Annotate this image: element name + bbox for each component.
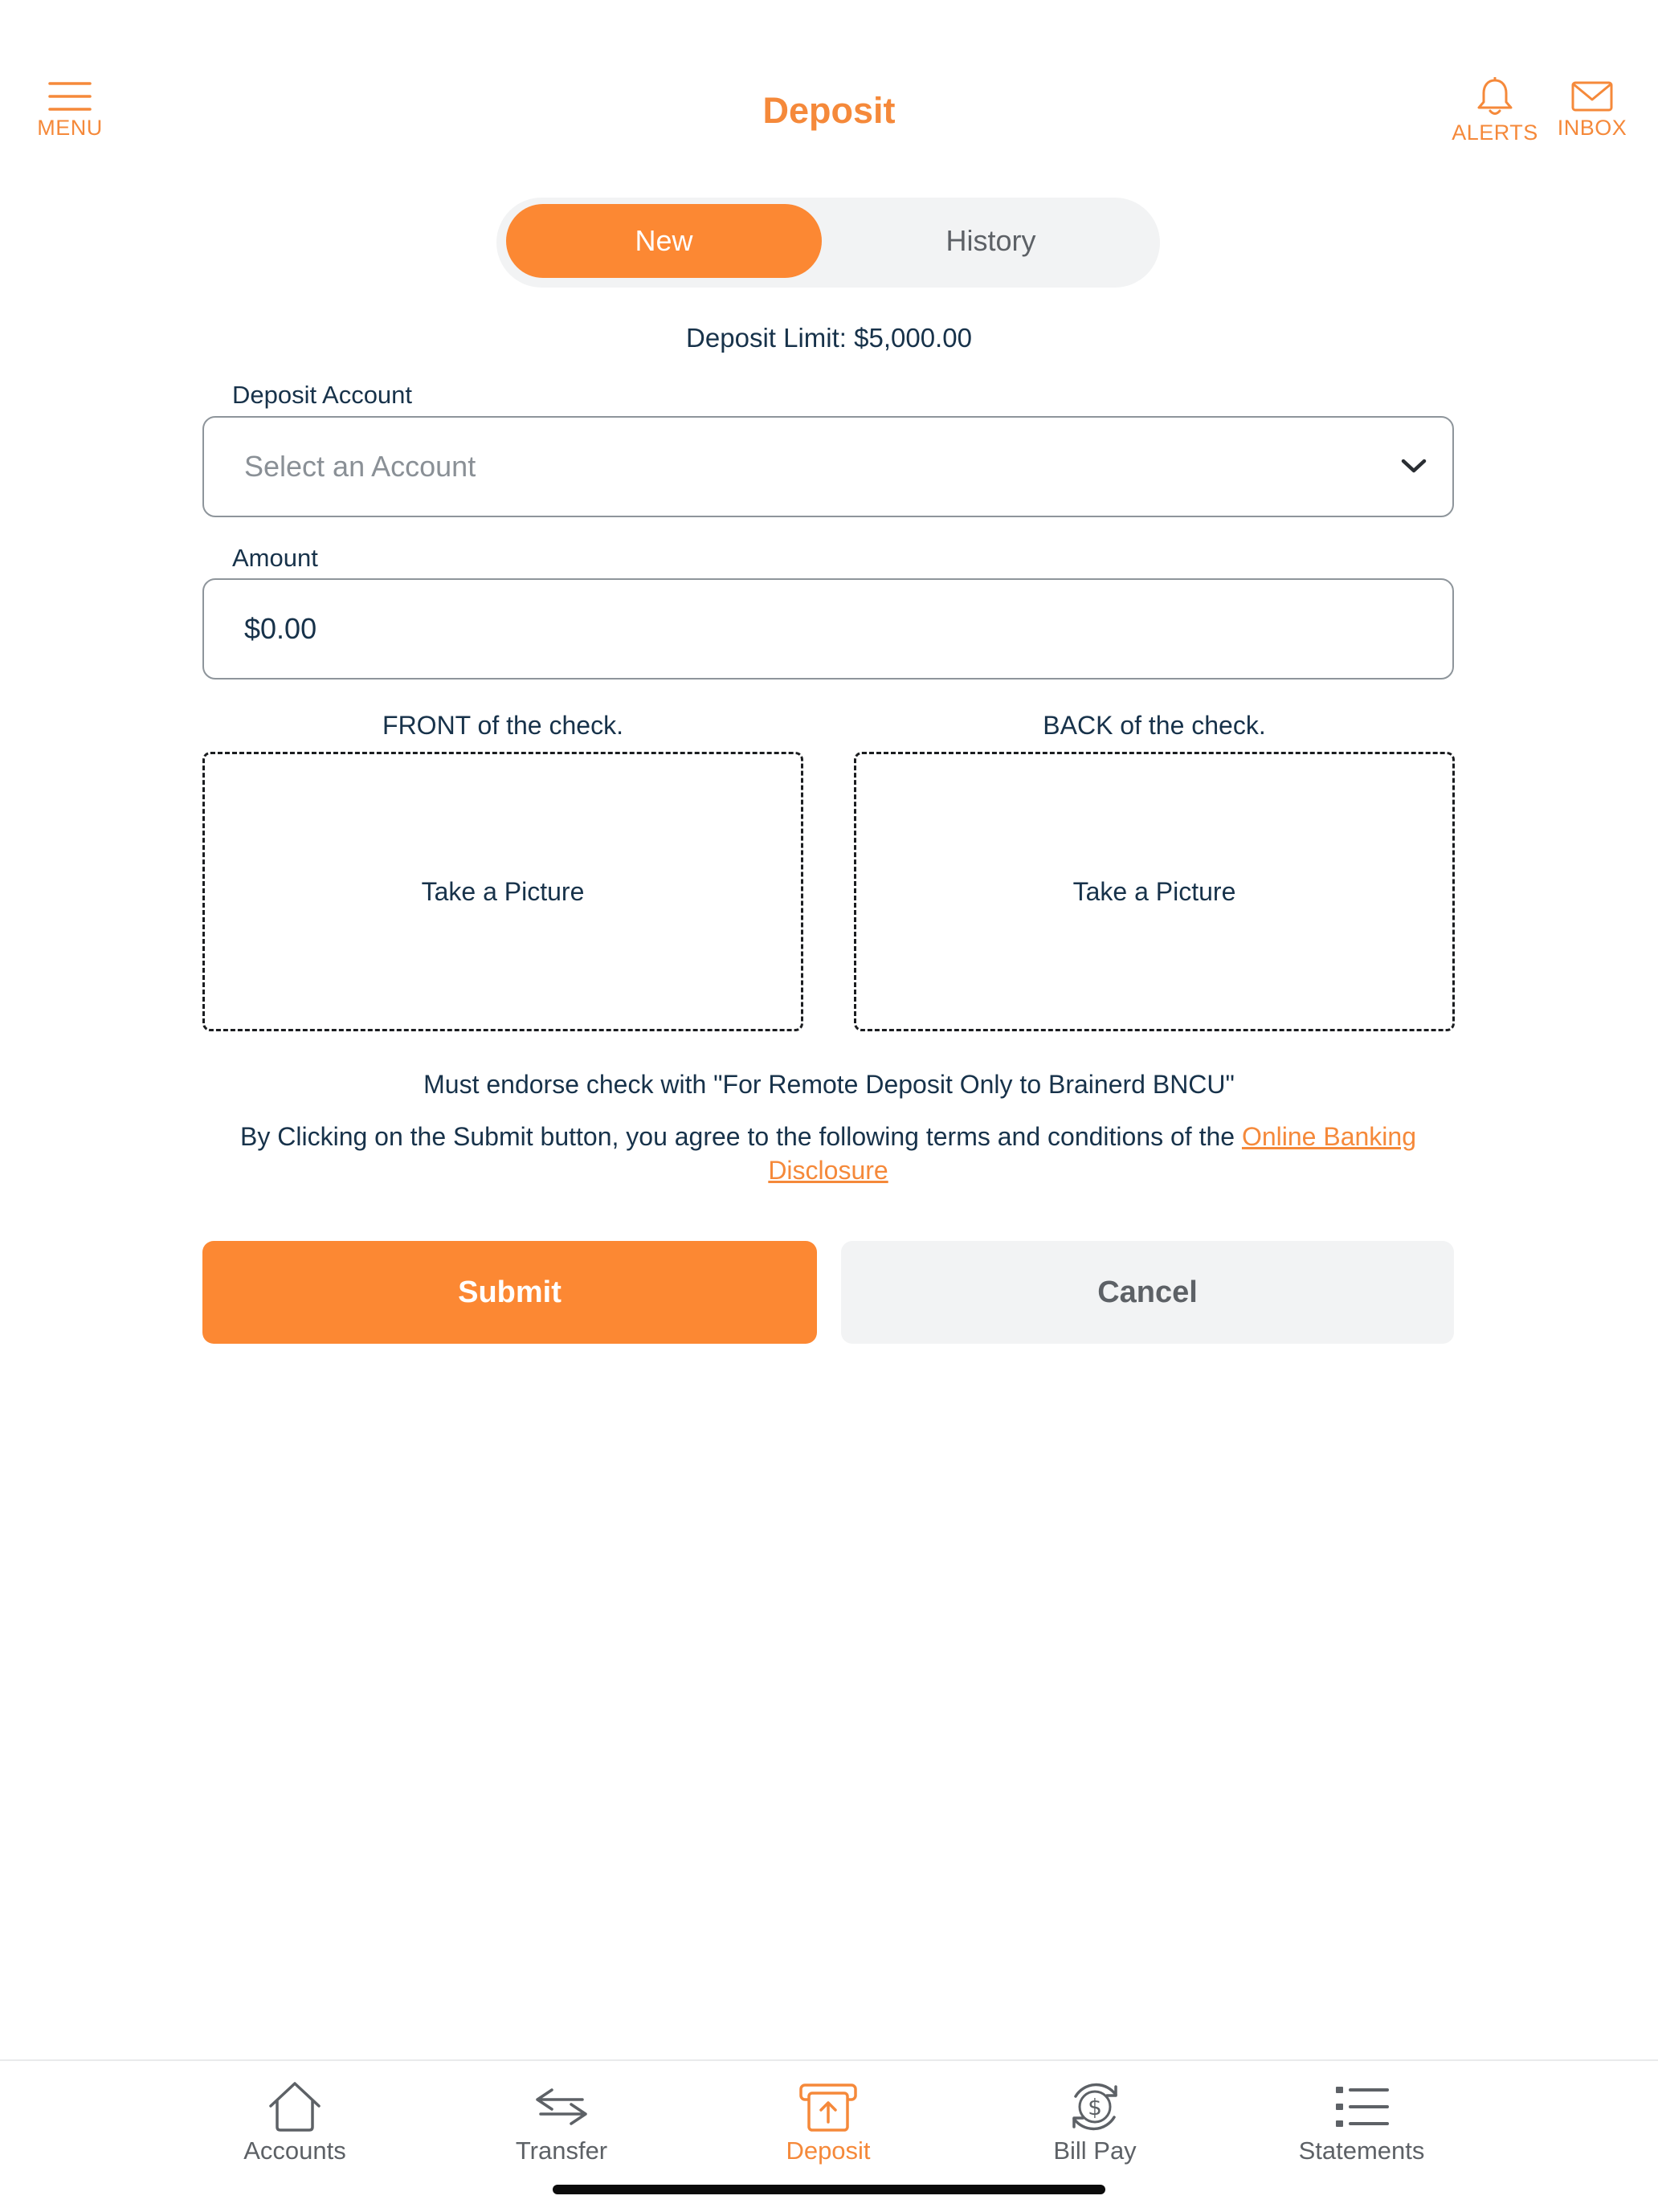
terms-text-body: By Clicking on the Submit button, you agree to the following terms and conditions of the xyxy=(240,1122,1242,1151)
submit-button[interactable]: Submit xyxy=(202,1241,817,1344)
tab-accounts-label: Accounts xyxy=(243,2136,346,2165)
svg-text:$: $ xyxy=(1088,2094,1102,2120)
menu-label: MENU xyxy=(37,116,103,140)
list-icon xyxy=(1331,2079,1392,2135)
check-front-capture[interactable] xyxy=(202,752,803,1031)
page-title: Deposit xyxy=(762,90,896,131)
check-back-label: BACK of the check. xyxy=(1043,711,1266,740)
deposit-limit-text: Deposit Limit: $5,000.00 xyxy=(686,323,972,353)
inbox-label: INBOX xyxy=(1557,116,1627,140)
tab-history[interactable]: History xyxy=(945,224,1036,257)
tab-new[interactable]: New xyxy=(506,204,822,278)
bell-icon xyxy=(1474,77,1516,117)
check-back-action: Take a Picture xyxy=(1072,876,1236,906)
alerts-button[interactable] xyxy=(1452,77,1538,145)
cancel-button[interactable]: Cancel xyxy=(841,1241,1454,1344)
deposit-account-label: Deposit Account xyxy=(232,381,413,409)
deposit-account-placeholder: Select an Account xyxy=(244,450,476,483)
chevron-down-icon xyxy=(1400,458,1427,475)
endorse-note: Must endorse check with "For Remote Deposit Only to Brainerd BNCU" xyxy=(423,1070,1235,1099)
bill-pay-dollar-icon xyxy=(1064,2079,1125,2135)
check-front-action: Take a Picture xyxy=(421,876,585,906)
home-indicator[interactable] xyxy=(553,2185,1105,2194)
check-back-capture[interactable] xyxy=(854,752,1455,1031)
online-banking-disclosure-link[interactable]: Online Banking Disclosure xyxy=(768,1122,1416,1185)
deposit-upload-icon xyxy=(798,2079,859,2135)
tab-deposit-label: Deposit xyxy=(786,2136,871,2165)
deposit-segment-control xyxy=(496,198,1160,288)
tab-statements-label: Statements xyxy=(1298,2136,1425,2165)
tab-deposit[interactable] xyxy=(732,2079,925,2165)
home-icon xyxy=(264,2079,325,2135)
amount-field[interactable] xyxy=(202,578,1454,680)
tab-bill-pay-label: Bill Pay xyxy=(1053,2136,1137,2165)
terms-text xyxy=(202,1120,1454,1187)
tab-accounts[interactable] xyxy=(198,2079,391,2165)
envelope-icon xyxy=(1570,80,1614,112)
inbox-button[interactable] xyxy=(1557,80,1627,141)
tab-transfer[interactable] xyxy=(465,2079,658,2165)
transfer-arrows-icon xyxy=(531,2079,592,2135)
check-front-label: FRONT of the check. xyxy=(382,711,623,740)
alerts-label: ALERTS xyxy=(1452,120,1538,145)
tab-statements[interactable] xyxy=(1265,2079,1458,2165)
deposit-account-select[interactable] xyxy=(202,416,1454,517)
amount-value: $0.00 xyxy=(244,612,317,645)
tab-bill-pay[interactable] xyxy=(998,2079,1191,2165)
tab-transfer-label: Transfer xyxy=(515,2136,608,2165)
amount-label: Amount xyxy=(232,544,318,572)
